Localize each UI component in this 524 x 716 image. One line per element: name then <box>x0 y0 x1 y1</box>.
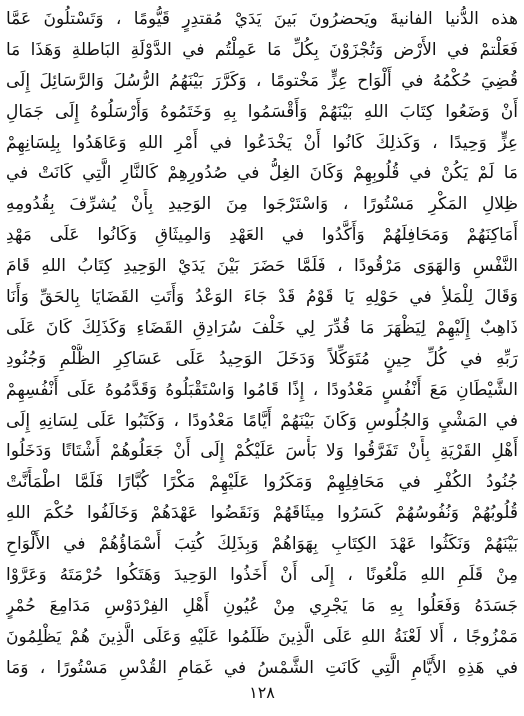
text-line: الشَّيْطَانِ مَعَ أَنْفُسٍ مَعْدُودًا ، إِذًا قَامُوا وَاسْتَقْبَلُوهُ وَقَدَّمُوهُ عَلَى أَنْفُسِهِمْ <box>6 379 518 400</box>
text-line: قُضِيَ حُكْمُهُ في أَلْوَاح عِزٍّ مَخْتومًا ، وَكَرَّرَ بَيْنَهُمُ الرُّسُلَ وَالرَّسَائِلَ إِلَى <box>6 70 518 91</box>
page-number: ١٢٨ <box>249 683 275 702</box>
text-line: مِنْ قَلَمِ اللهِ مَلْعُونًا ، إِلَى أَنْ أَخَذُوا الوَحِيدَ وَهَتَكُوا حُرْمَتَهُ وَعَرَّوْا <box>6 565 518 586</box>
text-line: رَبِّهِ في كُلِّ حِينٍ مُتَوَكِّلاً وَدَخَلَ الوَحِيدُ عَلَى عَسَاكِرِ الظُّلْمِ وَجُنُودِ <box>6 348 518 369</box>
text-line: جُنُودُ الكُفْرِ في مَحَافِلِهِمْ وَمَكَرُوا عَلَيْهِمْ مَكْرًا كُبَّارًا فَلَمَّا اطْمَأَنَّتْ <box>6 472 518 493</box>
text-line: أَنْ وَضَعُوا كِتَابَ اللهِ بَيْنَهُمْ وَأَقْسَمُوا بِهِ وَخَتَمُوهُ وَأَرْسَلُوهُ إِلَى جَمَالِ <box>6 101 518 122</box>
text-line: وَقَالَ لِلْمَلأِ في حَوْلِهِ يَا قَوْمُ قَدْ جَاءَ الوَعْدُ وَأَتَتِ القَضَايَا بِالحَقِّ وَأَنَا <box>6 287 518 308</box>
text-line: فَعَلْتمْ في الأَرْض وَتُجْزَوْنَ بِكُلِّ مَا عَمِلْتُم في الدَّوْلَةِ البَاطلةِ وَهَذَا مَا <box>6 39 518 60</box>
text-line: في المَشْيِ وَالجُلُوسِ وَكَانَ بَيْنَهُمْ أَيَّامًا مَعْدُودًا ، وَكَتَبُوا عَلَى لِسَانِهِ إِلَى <box>6 410 518 431</box>
body-text <box>6 4 518 684</box>
text-line: قُلُوبُهُمْ وَنُفُوسُهُمْ كَسَرُوا مِيثَاقَهُمْ وَنَقَضُوا عَهْدَهُمْ وَخَالَفُوا حُكْمَ اللهِ <box>6 503 518 524</box>
text-line: أَهْلِ القَرْيَةِ بِأَنْ تَفَرَّقُوا وَلا بَأْسَ عَلَيْكُمْ إِلَى أَنْ جَعَلُوهُمْ أَشْتَاتًا وَدَخَلُوا <box>6 441 518 462</box>
text-line: مَمْزُوجًا ، أَلا لَعْنَةُ اللهِ عَلَى الَّذِينَ ظَلَمُوا عَلَيْهِ وَعَلَى الَّذِينَ هُمْ يَظْلِمُونَ <box>6 626 518 647</box>
text-line: جَسَدَهُ وَفَعَلُوا بِهِ مَا يَجْرِي مِنْ عُيُونِ أَهْلِ الفِرْدَوْسِ مَدَامِعَ حُمْرٍ <box>6 595 518 616</box>
text-line: أَمَاكِنَهُمْ وَمَحَافِلَهُمْ وَأَكَّدُوا في العَهْدِ وَالمِيثَاقِ وَكَانُوا عَلَى مَهْدِ <box>6 225 518 246</box>
text-line: مَا لَمْ يَكُنْ في قُلُوبِهِمْ وَكَانَ الغِلُّ في صُدُورِهِمْ كَالنَّارِ الَّتِي كَانَتْ في <box>6 163 518 184</box>
text-line: في هَذِهِ الأَيَّامِ الَّتِي كَانَتِ الشَّمْسُ في غَمَامِ القُدْسِ مَسْتُورًا ، وَمَا <box>6 657 518 678</box>
text-line: ذَاهِبٌ إِلَيْهِمْ لِيَظْهَرَ مَا قُدِّرَ لِي خَلْفَ سُرَادِقِ القَضَاءِ وَكَذَلِكَ كَانَ عَلَى <box>6 317 518 338</box>
text-line: عِزٍّ وَحِيدًا ، وَكَذلِكَ كَانُوا أَنْ يَخْدَعُوا في أَمْرِ اللهِ وَعَاهَدُوا بِلِسَانِهِمْ <box>6 132 518 153</box>
text-line: هذه الدُّنيا الفانيةَ ويَحضرُونَ بَينَ يَدَيْ مُقتدِرٍ قَيُّومًا ، وَتَسْتلُونَ عَمَّا <box>6 9 518 29</box>
text-line: بَيْنَهُمْ وَنَكَثُوا عَهْدَ الكِتَابِ بِهَوَاهُمْ وَبِذَلِكَ كُتِبَ أَسْمَاؤُهُمْ في الأَلْوَاحِ <box>6 534 518 555</box>
text-line: النَّفْسِ وَالهَوَى مَرْقُودًا ، فَلَمَّا حَضَرَ بَيْنَ يَدَيْ الوَحِيدِ كِتَابُ اللهِ قَامَ <box>6 256 518 277</box>
text-line: ظِلالِ المَكْرِ مَسْتُورًا ، وَاسْتَرْجَوا مِنَ الوَحِيدِ بِأَنْ يُشرِّفَ بِقُدُومِهِ <box>6 194 518 215</box>
